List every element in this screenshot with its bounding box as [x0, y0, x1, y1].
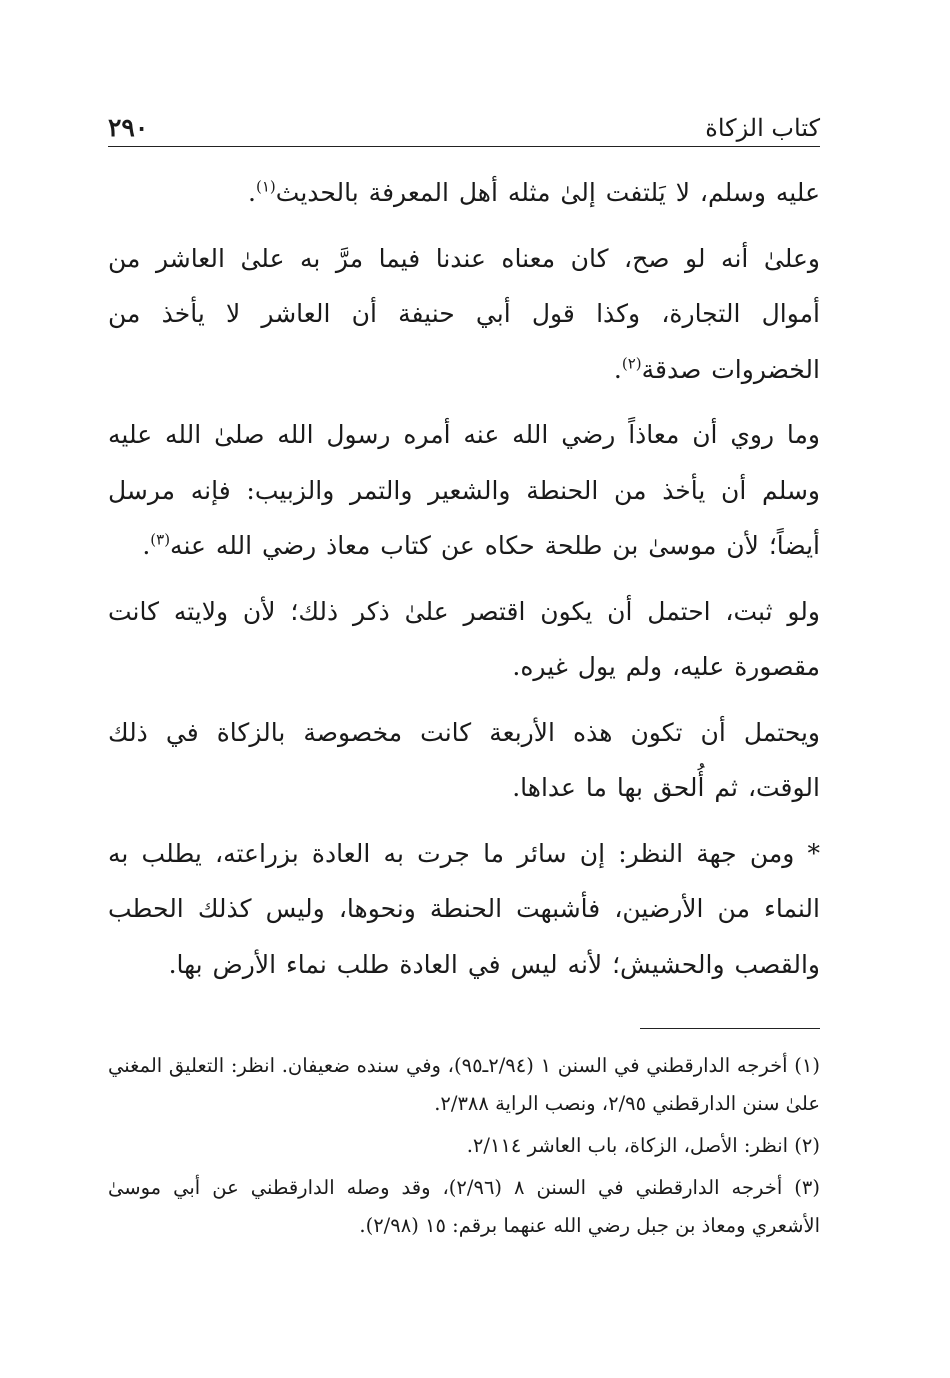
page-number: ٢٩٠ [108, 113, 149, 142]
footnote-divider [640, 1028, 820, 1029]
footnote-1: (١) أخرجه الدارقطني في السنن ١ (٢/٩٤ـ٩٥)، وفي سنده ضعيفان. انظر: التعليق المغني علىٰ سنن الدارقطني ٢/٩٥، ونصب الراية ٢/٣٨٨. [108, 1054, 820, 1115]
paragraph-5: ويحتمل أن تكون هذه الأربعة كانت مخصوصة بالزكاة في ذلك الوقت، ثم أُلحق بها ما عداها. [108, 717, 820, 802]
footnote-3: (٣) أخرجه الدارقطني في السنن ٨ (٢/٩٦)، وقد وصله الدارقطني عن أبي موسىٰ الأشعري ومعاذ بن جبل رضي الله عنهما برقم: ١٥ (٢/٩٨). [108, 1176, 820, 1237]
chapter-title: كتاب الزكاة [705, 114, 820, 142]
footnote-ref-2[interactable]: (٢) [621, 354, 642, 373]
paragraph-4: ولو ثبت، احتمل أن يكون اقتصر علىٰ ذكر ذلك؛ لأن ولايته كانت مقصورة عليه، ولم يول غيره. [108, 596, 820, 681]
paragraph-1: عليه وسلم، لا يَلتفت إلىٰ مثله أهل المعرفة بالحديث$^{(١)}$. [248, 177, 820, 207]
running-header [108, 90, 820, 147]
paragraph-6: * ومن جهة النظر: إن سائر ما جرت به العادة بزراعته، يطلب به النماء من الأرضين، فأشبهت الحنطة ونحوها، وليس كذلك الحطب والقصب والحشيش؛ لأنه ليس في العادة طلب نماء الأرض بها. [108, 838, 820, 979]
main-text [108, 165, 820, 992]
paragraph-3: وما روي أن معاذاً رضي الله عنه أمره رسول الله صلىٰ الله عليه وسلم أن يأخذ من الحنطة والشعير والتمر والزبيب: فإنه مرسل أيضاً؛ لأن موسىٰ بن طلحة حكاه عن كتاب معاذ رضي الله عنه$^{(٣)}$. [108, 420, 820, 560]
footnote-ref-3[interactable]: (٣) [150, 530, 171, 549]
paragraph-2: وعلىٰ أنه لو صح، كان معناه عندنا فيما مرَّ به علىٰ العاشر من أموال التجارة، وكذا قول أبي حنيفة أن العاشر لا يأخذ من الخضروات صدقة$^{(٢)}$. [108, 243, 820, 384]
footnote-ref-1[interactable]: (١) [256, 177, 276, 196]
book-page [108, 90, 820, 1249]
footnotes-section [108, 1047, 820, 1245]
footnote-2: (٢) انظر: الأصل، الزكاة، باب العاشر ٢/١١٤. [466, 1134, 820, 1157]
